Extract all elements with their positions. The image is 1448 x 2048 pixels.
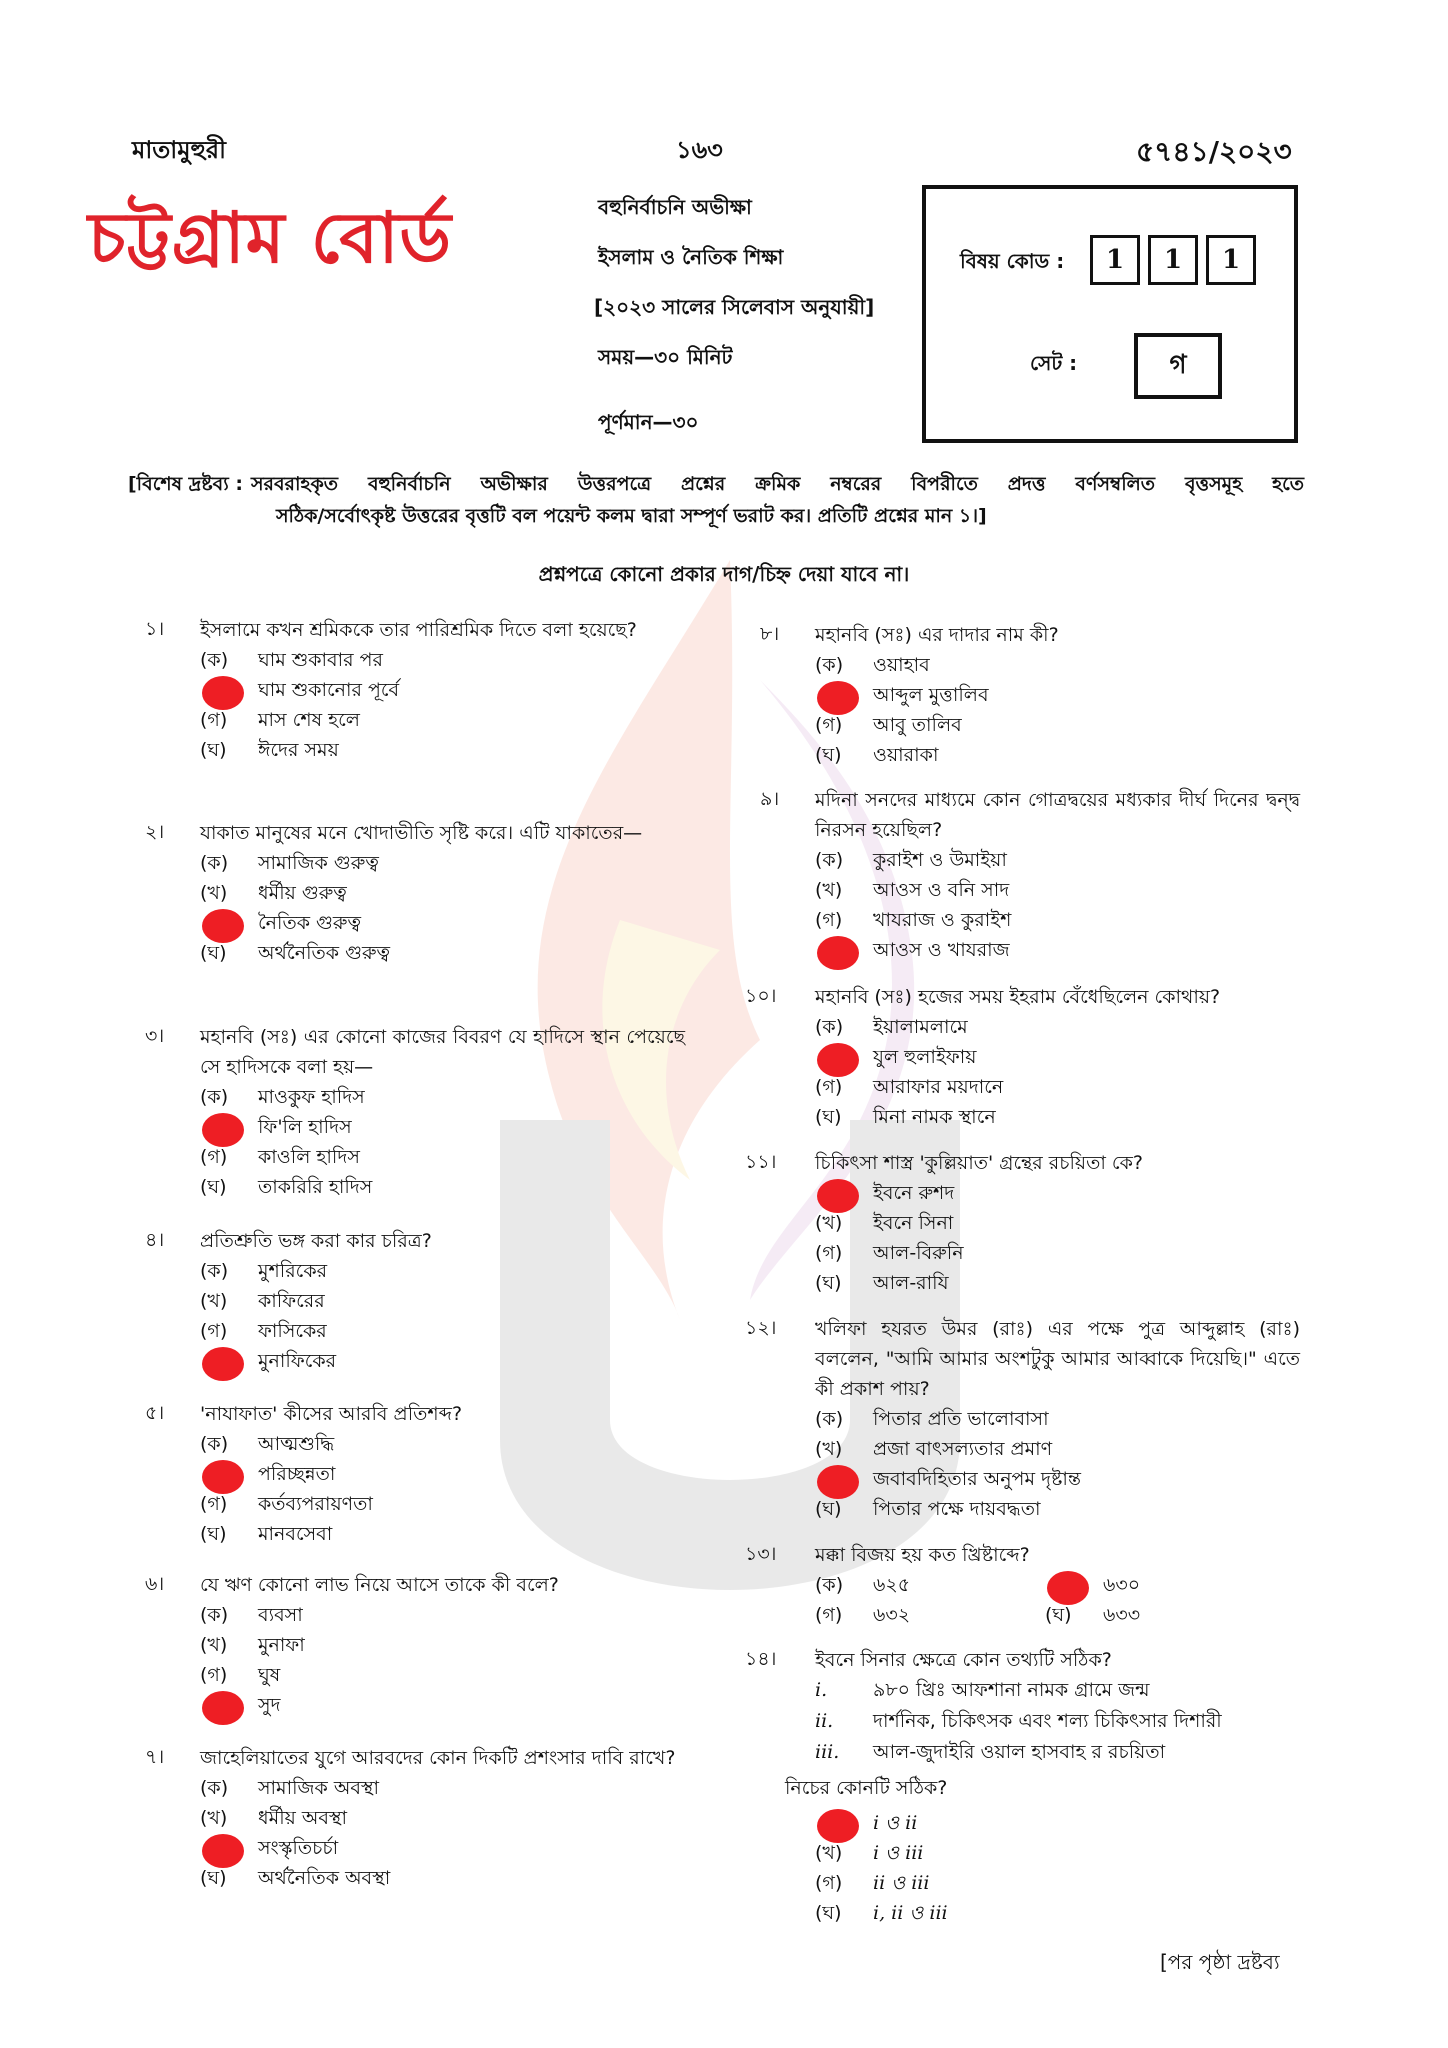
option: (গ) ঘুষ <box>200 1664 281 1686</box>
statement: i. ৯৮০ খ্রিঃ আফশানা নামক গ্রামে জন্ম <box>815 1679 1150 1701</box>
question-5 <box>145 1399 685 1549</box>
question-number: ৭। <box>145 1746 165 1768</box>
note-line-2: সঠিক/সর্বোৎকৃষ্ট উত্তরের বৃত্তটি বল পয়েন্ট কলম দ্বারা সম্পূর্ণ ভরাট কর। প্রতিটি প্রশ্নের মান ১।] <box>276 505 987 527</box>
question-text: চিকিৎসা শাস্ত্র 'কুল্লিয়াত' গ্রন্থের রচয়িতা কে? <box>815 1152 1144 1174</box>
option: (ঘ) মানবসেবা <box>200 1523 333 1545</box>
option: (গ) ii ও iii <box>815 1872 930 1894</box>
option: (ক) ওয়াহাব <box>815 654 930 676</box>
option-selected: মুনাফিকের <box>200 1346 685 1376</box>
code-digit: 1 <box>1090 235 1140 285</box>
option: (খ) কাফিরের <box>200 1290 325 1312</box>
option-selected: নৈতিক গুরুত্ব <box>200 908 685 938</box>
option-selected: পরিচ্ছন্নতা <box>200 1459 685 1489</box>
option-selected: আওস ও খাযরাজ <box>815 935 1300 965</box>
option: (ঘ) i, ii ও iii <box>815 1902 948 1924</box>
question-4 <box>145 1226 685 1376</box>
option: (ক) সামাজিক গুরুত্ব <box>200 852 379 874</box>
exam-time: সময়—৩০ মিনিট <box>598 345 733 369</box>
question-number: ১। <box>145 618 165 640</box>
question-text: খলিফা হযরত উমর (রাঃ) এর পক্ষে পুত্র আব্দুল্লাহ (রাঃ) বললেন, "আমি আমার অংশটুকু আমার আব্বাকে দিয়েছি।" এতে কী প্রকাশ পায়? <box>815 1318 1300 1400</box>
option: (ক) ঘাম শুকাবার পর <box>200 649 383 671</box>
option: (ক) পিতার প্রতি ভালোবাসা <box>815 1408 1049 1430</box>
question-text: মদিনা সনদের মাধ্যমে কোন গোত্রদ্বয়ের মধ্যকার দীর্ঘ দিনের দ্বন্দ্ব নিরসন হয়েছিল? <box>815 789 1300 841</box>
question-12 <box>745 1314 1300 1524</box>
option: (ঘ) অর্থনৈতিক অবস্থা <box>200 1867 391 1889</box>
option-selected: ঘাম শুকানোর পূর্বে <box>200 675 685 705</box>
subject-code-label: বিষয় কোড : <box>960 249 1065 273</box>
question-text: যে ঋণ কোনো লাভ নিয়ে আসে তাকে কী বলে? <box>200 1574 559 1596</box>
option: (ঘ) ৬৩৩ <box>1045 1604 1141 1626</box>
question-text: জাহেলিয়াতের যুগে আরবদের কোন দিকটি প্রশংসার দাবি রাখে? <box>200 1747 676 1769</box>
subject-code-cells <box>1090 235 1256 285</box>
option: (খ) আওস ও বনি সাদ <box>815 879 1010 901</box>
option: (গ) মাস শেষ হলে <box>200 709 360 731</box>
option: (ক) মাওকুফ হাদিস <box>200 1086 365 1108</box>
option-grid <box>815 1570 1300 1630</box>
syllabus-note: [২০২৩ সালের সিলেবাস অনুযায়ী] <box>594 295 875 319</box>
question-number: ৯। <box>760 788 780 810</box>
option: (গ) কাওলি হাদিস <box>200 1146 360 1168</box>
page-code: ১৬৩ <box>676 136 723 164</box>
set-label: সেট : <box>1030 351 1078 375</box>
question-6 <box>145 1570 685 1720</box>
answer-mark <box>817 936 859 970</box>
question-number: ৮। <box>760 623 780 645</box>
option: (ঘ) আল-রাযি <box>815 1272 949 1294</box>
code-digit: 1 <box>1206 235 1256 285</box>
warning-text: প্রশ্নপত্রে কোনো প্রকার দাগ/চিহ্ন দেয়া যাবে না। <box>538 562 910 586</box>
board-title: চট্টগ্রাম বোর্ড <box>88 197 453 279</box>
option-selected: সুদ <box>200 1690 685 1720</box>
question-number: ১২। <box>745 1317 777 1339</box>
question-text: মহানবি (সঃ) হজের সময় ইহরাম বেঁধেছিলেন কোথায়? <box>815 986 1221 1008</box>
question-2 <box>145 818 685 968</box>
option: (খ) ইবনে সিনা <box>815 1212 954 1234</box>
option: (ক) ব্যবসা <box>200 1604 303 1626</box>
exam-type: বহুনির্বাচনি অভীক্ষা <box>598 195 752 219</box>
option: (ক) ৬২৫ <box>815 1574 911 1596</box>
answer-mark <box>202 1347 244 1381</box>
option: (গ) ফাসিকের <box>200 1320 327 1342</box>
question-prompt: নিচের কোনটি সঠিক? <box>785 1777 948 1799</box>
option-selected: ফি'লি হাদিস <box>200 1112 685 1142</box>
option: (গ) আবু তালিব <box>815 714 962 736</box>
option: (খ) মুনাফা <box>200 1634 305 1656</box>
option: (গ) কর্তব্যপরায়ণতা <box>200 1493 373 1515</box>
option: (খ) ধর্মীয় অবস্থা <box>200 1807 347 1829</box>
question-text: মহানবি (সঃ) এর কোনো কাজের বিবরণ যে হাদিসে স্থান পেয়েছে সে হাদিসকে বলা হয়— <box>200 1026 685 1078</box>
board-short-name: মাতামুহুরী <box>132 136 226 164</box>
code-digit: 1 <box>1148 235 1198 285</box>
question-11 <box>745 1148 1300 1298</box>
question-number: ১৩। <box>745 1543 777 1565</box>
question-9 <box>760 785 1300 965</box>
statement: iii. আল-জুদাইরি ওয়াল হাসবাহ র রচয়িতা <box>815 1741 1166 1763</box>
question-text: প্রতিশ্রুতি ভঙ্গ করা কার চরিত্র? <box>200 1230 432 1252</box>
option: (ক) সামাজিক অবস্থা <box>200 1777 380 1799</box>
option-selected: জবাবদিহিতার অনুপম দৃষ্টান্ত <box>815 1464 1300 1494</box>
question-text: মহানবি (সঃ) এর দাদার নাম কী? <box>815 624 1059 646</box>
answer-mark <box>202 1691 244 1725</box>
option-selected: ৬৩০ <box>1045 1570 1245 1600</box>
code-box <box>922 185 1298 443</box>
question-number: ১৪। <box>745 1648 777 1670</box>
exam-subject: ইসলাম ও নৈতিক শিক্ষা <box>598 245 784 269</box>
question-10 <box>745 982 1300 1132</box>
question-text: ইসলামে কখন শ্রমিককে তার পারিশ্রমিক দিতে বলা হয়েছে? <box>200 619 637 641</box>
option-selected: যুল হুলাইফায় <box>815 1042 1300 1072</box>
note-label: [বিশেষ দ্রষ্টব্য : <box>128 473 243 495</box>
question-8 <box>760 620 1300 770</box>
question-text: ইবনে সিনার ক্ষেত্রে কোন তথ্যটি সঠিক? <box>815 1649 1112 1671</box>
question-number: ১০। <box>745 985 777 1007</box>
option: (গ) আল-বিরুনি <box>815 1242 964 1264</box>
paper-code: ৫৭৪১/২০২৩ <box>1136 135 1292 168</box>
option: (ঘ) পিতার পক্ষে দায়বদ্ধতা <box>815 1498 1041 1520</box>
option: (ঘ) ওয়ারাকা <box>815 744 939 766</box>
option: (ঘ) ঈদের সময় <box>200 739 339 761</box>
question-1 <box>145 615 685 765</box>
option: (খ) প্রজা বাৎসল্যতার প্রমাণ <box>815 1438 1053 1460</box>
option: (ঘ) মিনা নামক স্থানে <box>815 1106 996 1128</box>
question-number: ২। <box>145 821 165 843</box>
option-selected: সংস্কৃতিচর্চা <box>200 1833 685 1863</box>
statement: ii. দার্শনিক, চিকিৎসক এবং শল্য চিকিৎসার দিশারী <box>815 1710 1222 1732</box>
option: (ঘ) অর্থনৈতিক গুরুত্ব <box>200 942 391 964</box>
option: (ক) আত্মশুদ্ধি <box>200 1433 335 1455</box>
question-13 <box>745 1540 1300 1630</box>
option: (ক) ইয়ালামলামে <box>815 1016 968 1038</box>
question-number: ৫। <box>145 1402 165 1424</box>
set-value: গ <box>1134 333 1222 399</box>
option: (গ) ৬৩২ <box>815 1604 911 1626</box>
question-text: যাকাত মানুষের মনে খোদাভীতি সৃষ্টি করে। এটি যাকাতের— <box>200 822 643 844</box>
question-text: মক্কা বিজয় হয় কত খ্রিষ্টাব্দে? <box>815 1544 1030 1566</box>
question-7 <box>145 1743 685 1893</box>
question-text: 'নাযাফাত' কীসের আরবি প্রতিশব্দ? <box>200 1403 463 1425</box>
option: (ক) কুরাইশ ও উমাইয়া <box>815 849 1007 871</box>
full-marks: পূর্ণমান—৩০ <box>598 410 699 434</box>
special-note <box>128 468 1304 532</box>
option-selected: আব্দুল মুত্তালিব <box>815 680 1300 710</box>
option: (খ) i ও iii <box>815 1842 924 1864</box>
question-number: ১১। <box>745 1151 777 1173</box>
question-14 <box>745 1645 1300 1928</box>
option: (খ) ধর্মীয় গুরুত্ব <box>200 882 347 904</box>
option-selected: ইবনে রুশদ <box>815 1178 1300 1208</box>
option: (গ) আরাফার ময়দানে <box>815 1076 1004 1098</box>
option: (ক) মুশরিকের <box>200 1260 328 1282</box>
question-number: ৪। <box>145 1229 165 1251</box>
option: (গ) খাযরাজ ও কুরাইশ <box>815 909 1012 931</box>
question-number: ৬। <box>145 1573 165 1595</box>
option-selected: i ও ii <box>815 1808 1300 1838</box>
question-number: ৩। <box>145 1025 165 1047</box>
next-page-note: [পর পৃষ্ঠা দ্রষ্টব্য <box>1160 1950 1280 1974</box>
note-line-1: সরবরাহকৃত বহুনির্বাচনি অভীক্ষার উত্তরপত্রে প্রশ্নের ক্রমিক নম্বরের বিপরীতে প্রদত্ত বর্ণসম্বলিত বৃত্তসমূহ হতে <box>250 473 1304 495</box>
question-3 <box>145 1022 685 1202</box>
option: (ঘ) তাকরিরি হাদিস <box>200 1176 373 1198</box>
